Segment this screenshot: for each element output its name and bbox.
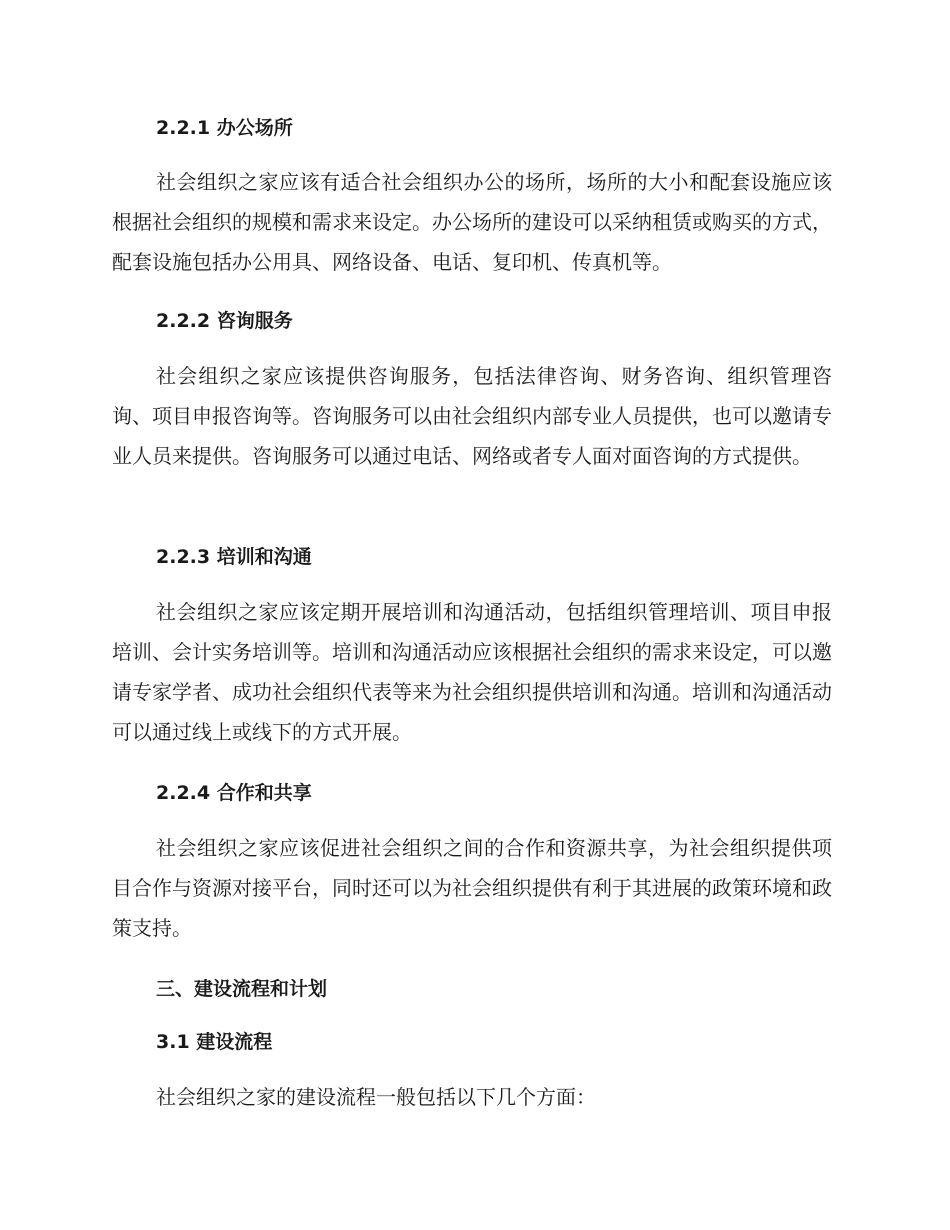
paragraph-text: 社会组织之家应该定期开展培训和沟通活动，包括组织管理培训、项目申报培训、会计实务培训等。培训和沟通活动应该根据社会组织的需求来设定，可以邀请专家学者、成功社会组织代表等来为社会组织提供培训和沟通。培训和沟通活动可以通过线上或线下的方式开展。 (112, 600, 832, 744)
section-heading-text: 2.2.4 合作和共享 (156, 782, 312, 804)
chapter-heading-text: 三、建设流程和计划 (156, 978, 328, 1000)
paragraph-text: 社会组织之家应该提供咨询服务，包括法律咨询、财务咨询、组织管理咨询、项目申报咨询等。咨询服务可以由社会组织内部专业人员提供，也可以邀请专业人员来提供。咨询服务可以通过电话、网络或者专人面对面咨询的方式提供。 (112, 364, 832, 468)
paragraph-text: 社会组织之家应该有适合社会组织办公的场所，场所的大小和配套设施应该根据社会组织的规模和需求来设定。办公场所的建设可以采纳租赁或购买的方式，配套设施包括办公用具、网络设备、电话、复印机、传真机等。 (112, 170, 832, 274)
section-heading-3-1 (112, 1028, 832, 1056)
section-heading-text: 2.2.3 培训和沟通 (156, 546, 312, 568)
section-paragraph-2-2-4 (112, 828, 832, 948)
section-paragraph-3-1 (112, 1077, 832, 1117)
section-heading-2-2-1 (112, 114, 832, 142)
section-paragraph-2-2-3 (112, 592, 832, 752)
section-heading-text: 2.2.1 办公场所 (156, 117, 293, 139)
paragraph-text: 社会组织之家应该促进社会组织之间的合作和资源共享，为社会组织提供项目合作与资源对接平台，同时还可以为社会组织提供有利于其进展的政策环境和政策支持。 (112, 836, 832, 940)
section-heading-text: 2.2.2 咨询服务 (156, 310, 293, 332)
section-heading-2-2-4 (112, 779, 832, 807)
chapter-heading-3 (112, 975, 832, 1003)
section-heading-2-2-2 (112, 307, 832, 335)
section-paragraph-2-2-1 (112, 162, 832, 282)
paragraph-text: 社会组织之家的建设流程一般包括以下几个方面： (156, 1085, 596, 1109)
section-heading-text: 3.1 建设流程 (156, 1031, 273, 1053)
section-heading-2-2-3 (112, 543, 832, 571)
section-paragraph-2-2-2 (112, 356, 832, 476)
